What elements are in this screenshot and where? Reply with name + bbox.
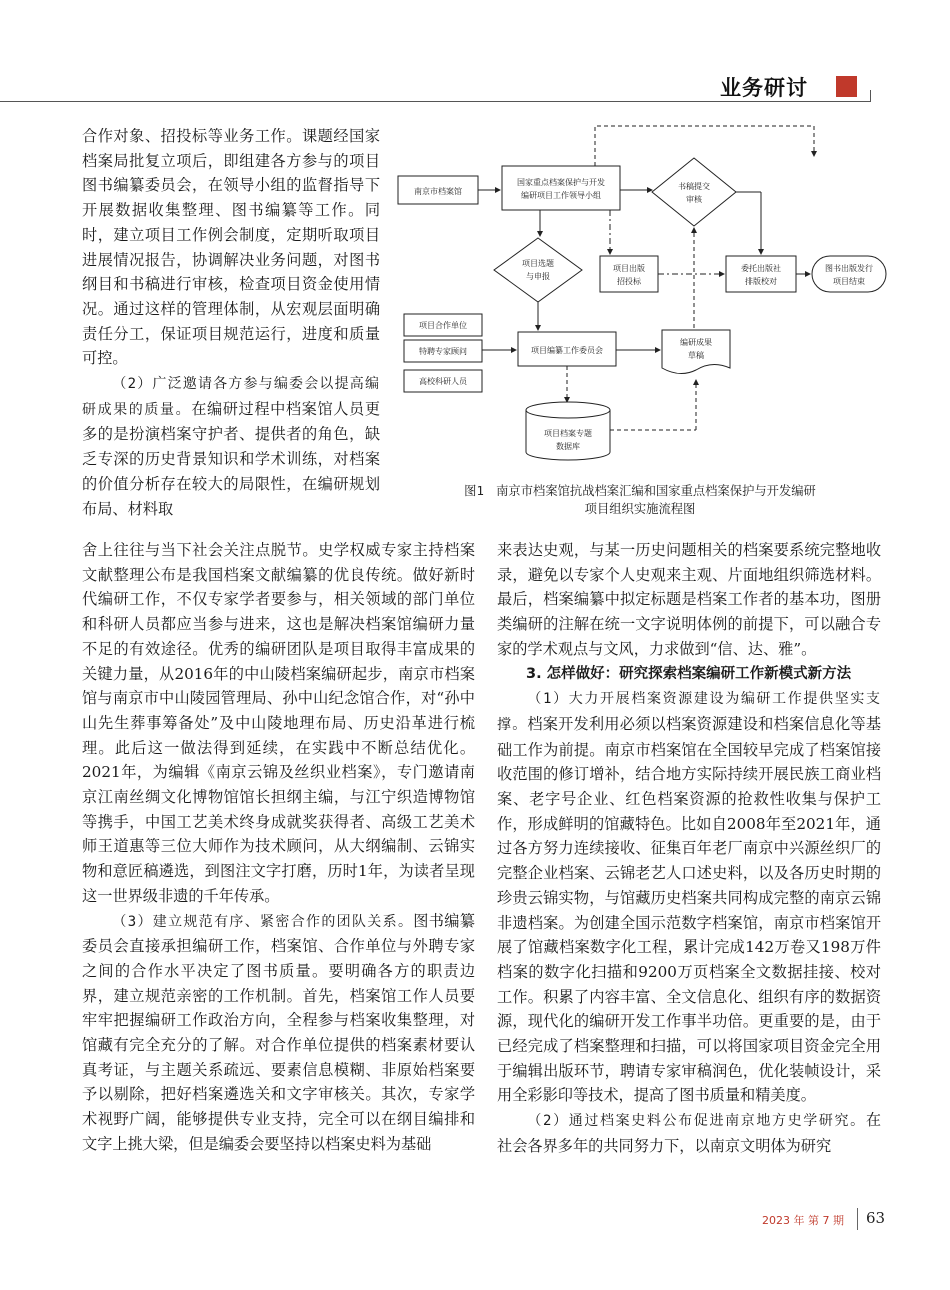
left-column-bottom [82, 538, 475, 1157]
node-release [812, 256, 886, 292]
paragraph [82, 371, 380, 521]
paragraph-lead: （3）建立规范有序、紧密合作的团队关系。 [112, 913, 414, 930]
paragraph-lead: （1）大力开展档案资源建设为编研工作提供坚实支撑。 [497, 691, 881, 733]
node-database-label-2: 数据库 [556, 442, 580, 451]
paragraph-lead: （2）广泛邀请各方参与编委会以提高编研成果的质量。 [82, 376, 380, 418]
node-bidding-label-2: 招投标 [617, 277, 641, 286]
section-heading: 3. 怎样做好：研究探索档案编研工作新模式新方法 [526, 665, 852, 682]
paragraph: 舍上往往与当下社会关注点脱节。史学权威专家主持档案文献整理公布是我国档案文献编纂的优良传统。做好新时代编研工作，不仅专家学者要参与，相关领域的部门单位和科研人员都应当参与进来，这也是解决档案馆编研力量不足的有效途径。优秀的编研团队是项目取得丰富成果的关键力量，从2016年的中山陵档案编研起步，南京市档案馆与南京市中山陵园管理局、孙中山纪念馆合作，对“孙中山先生葬事筹备处”及中山陵地理布局、历史沿革进行梳理。此后这一做法得到延续，在实践中不断总结优化。2021年，为编辑《南京云锦及丝织业档案》，专门邀请南京江南丝绸文化博物馆馆长担纲主编，与江宁织造博物馆等携手，中国工艺美术终身成就奖获得者、高级工艺美术师王道惠等三位大师作为技术顾问，从大纲编制、云锦实物和意匠稿遴选，到图注文字打磨，历时1年，为读者呈现这一世界级非遗的千年传承。 [82, 541, 475, 905]
header-rule-tick [870, 90, 871, 102]
node-review-label-1: 书稿提交 [678, 182, 710, 191]
figure-caption [410, 482, 870, 518]
paragraph [497, 1108, 881, 1158]
node-archives-label: 南京市档案馆 [414, 187, 462, 196]
figure-caption-line: 图1 南京市档案馆抗战档案汇编和国家重点档案保护与开发编研 [464, 484, 816, 498]
paragraph-lead: （2）通过档案史料公布促进南京地方史学研究。 [527, 1113, 866, 1130]
node-leading-group-label-2: 编研项目工作领导小组 [521, 191, 601, 200]
section-marker [836, 76, 857, 97]
paragraph [82, 909, 475, 1157]
figure-caption-line: 项目组织实施流程图 [584, 502, 696, 516]
node-partner-label: 项目合作单位 [419, 321, 467, 330]
paragraph-text: 在编研过程中档案馆人员更多的是扮演档案守护者、提供者的角色，缺乏专深的历史背景知识和学术训练，对档案的价值分析存在较大的局限性，在编研规划布局、材料取 [82, 399, 381, 518]
flowchart [390, 118, 890, 478]
issue-label: 2023 年 第 7 期 [762, 1214, 844, 1227]
node-database-label-1: 项目档案专题 [544, 429, 592, 438]
node-topic-label-2: 与申报 [526, 272, 550, 281]
footer-divider [857, 1208, 858, 1230]
paragraph-text: 在社会各界多年的共同努力下，以南京文明体为研究 [497, 1111, 881, 1155]
node-release-label-2: 项目结束 [833, 277, 865, 286]
node-publisher-label-2: 排版校对 [745, 277, 777, 286]
node-release-label-1: 图书出版发行 [825, 264, 873, 273]
header-rule [0, 101, 870, 102]
left-column-top [82, 124, 380, 521]
node-review-label-2: 审核 [686, 195, 702, 204]
node-publisher [726, 256, 796, 292]
node-committee-label: 项目编纂工作委员会 [531, 346, 603, 355]
node-leading-group [502, 166, 620, 210]
paragraph: 来表达史观，与某一历史问题相关的档案要系统完整地收录，避免以专家个人史观来主观、片面地组织筛选材料。最后，档案编纂中拟定标题是档案工作者的基本功，图册类编研的注解在统一文字说明体例的前提下，可以融合专家的学术观点与文风，力求做到“信、达、雅”。 [497, 541, 881, 658]
paragraph-text: 图书编纂委员会直接承担编研工作，档案馆、合作单位与外聘专家之间的合作水平决定了图书质量。要明确各方的职责边界，建立规范亲密的工作机制。首先，档案馆工作人员要牢牢把握编研工作政治方向，全程参与档案收集整理，对馆藏有完全充分的了解。对合作单位提供的档案素材要认真考证，与主题关系疏远、要素信息模糊、非原始档案要予以剔除，把好档案遴选关和文字审核关。其次，专家学术视野广阔，能够提供专业支持，完全可以在纲目编排和文字上挑大梁，但是编委会要坚持以档案史料为基础 [82, 911, 475, 1153]
page-number: 63 [866, 1209, 886, 1227]
paragraph: 合作对象、招投标等业务工作。课题经国家档案局批复立项后，即组建各方参与的项目图书编纂委员会，在领导小组的监督指导下开展数据收集整理、图书编纂等工作。同时，建立项目工作例会制度，定期听取项目进展情况报告，协调解决业务问题，对图书纲目和书稿进行审核，检查项目资金使用情况。通过这样的管理体制，从宏观层面明确责任分工，保证项目规范运行，进度和质量可控。 [82, 127, 380, 368]
node-university-label: 高校科研人员 [419, 377, 467, 386]
node-draft-label-1: 编研成果 [680, 338, 712, 347]
paragraph [497, 686, 881, 1108]
node-topic [494, 238, 582, 302]
node-bidding-label-1: 项目出版 [613, 264, 645, 273]
node-topic-label-1: 项目选题 [522, 259, 554, 268]
node-bidding [600, 256, 658, 292]
node-publisher-label-1: 委托出版社 [741, 264, 781, 273]
section-title: 业务研讨 [720, 76, 808, 100]
node-review [652, 158, 736, 226]
node-leading-group-label-1: 国家重点档案保护与开发 [517, 178, 605, 187]
right-column [497, 538, 881, 1159]
paragraph-text: 档案开发利用必须以档案资源建设和档案信息化等基础工作为前提。南京市档案馆在全国较早完成了档案馆接收范围的修订增补，结合地方实际持续开展民族工商业档案、老字号企业、红色档案资源的抢救性收集与保护工作，形成鲜明的馆藏特色。比如自2008年至2021年，通过各方努力连续接收、征集百年老厂南京中兴源丝织厂的完整企业档案、云锦老艺人口述史料，以及各历史时期的珍贵云锦实物，与馆藏历史档案共同构成完整的南京云锦非遗档案。为创建全国示范数字档案馆，南京市档案馆开展了馆藏档案数字化工程，累计完成142万卷又198万件档案的数字化扫描和9200万页档案全文数据挂接、校对工作。积累了内容丰富、全文信息化、组织有序的数据资源，现代化的编研开发工作事半功倍。更重要的是，由于已经完成了档案整理和扫描，可以将国家项目资金完全用于编辑出版环节，聘请专家审稿润色，优化装帧设计，采用全彩影印等技术，提高了图书质量和精美度。 [497, 714, 881, 1105]
node-draft-label-2: 草稿 [688, 351, 704, 360]
node-expert-label: 特聘专家顾问 [419, 347, 467, 356]
